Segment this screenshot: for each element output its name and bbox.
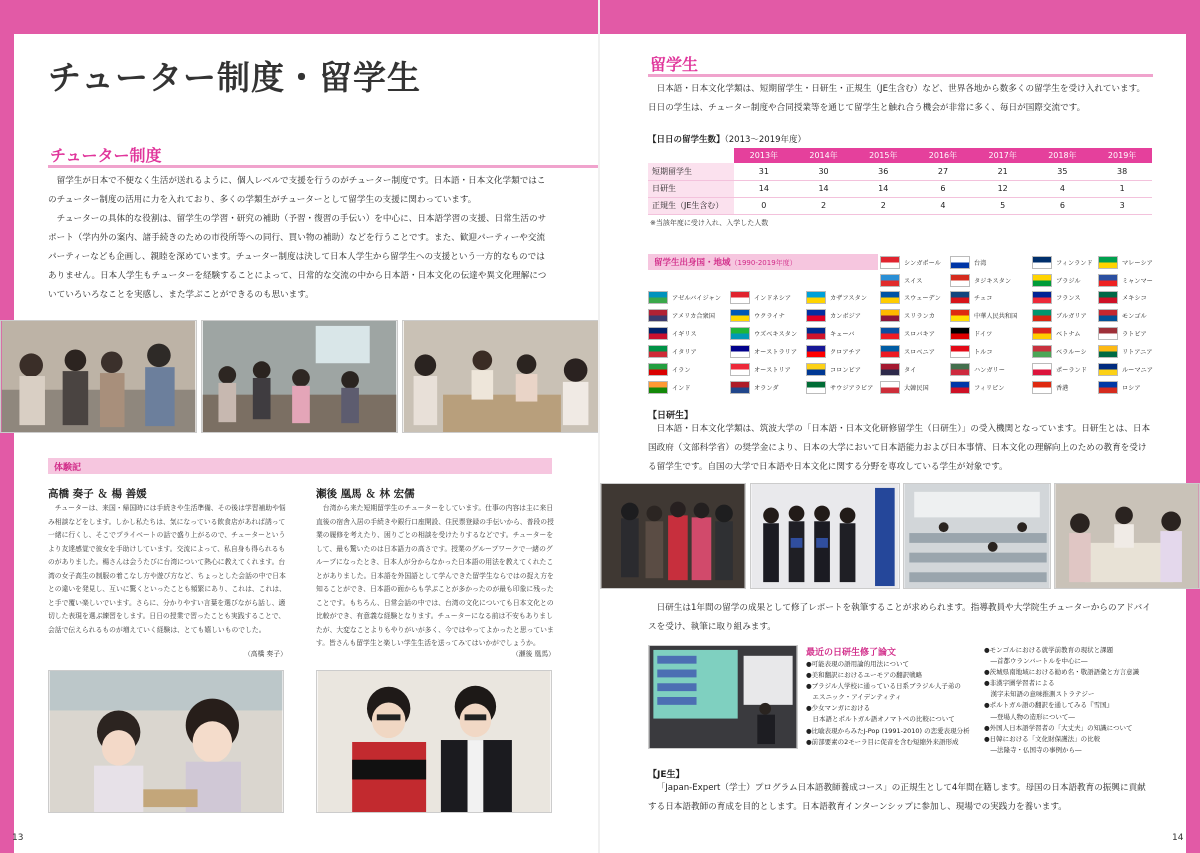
country-item	[648, 309, 715, 322]
country-name: オーストリア	[754, 367, 791, 374]
flag-icon	[880, 256, 900, 269]
flag-icon	[730, 363, 750, 376]
flag-icon	[950, 327, 970, 340]
country-item	[648, 291, 721, 304]
flag-icon	[880, 345, 900, 358]
country-item	[1032, 256, 1093, 269]
exp1-signature: （高橋 奏子）	[244, 650, 287, 658]
country-item	[1098, 345, 1152, 358]
country-item	[950, 345, 993, 358]
country-item	[806, 381, 873, 394]
tutor-paragraph-1: 留学生が日本で不便なく生活が送れるように、個人レベルで支援を行うのがチューター制度です。日本語・日本文化学類ではこのチューター制度の活用に力を入れており、多くの学類生がチューターとして留学生の支援に関わっています。	[48, 176, 546, 205]
flag-icon	[806, 291, 826, 304]
thesis-item: ―登場人物の造形について―	[984, 712, 1075, 721]
col-header: 2017年	[973, 148, 1033, 163]
page-title: チューター制度・留学生	[48, 58, 422, 97]
table-cell: 6	[1033, 197, 1093, 214]
flag-icon	[880, 327, 900, 340]
country-item	[880, 327, 935, 340]
country-name: ルーマニア	[1122, 367, 1153, 374]
flag-icon	[1098, 327, 1118, 340]
flag-icon	[1032, 381, 1052, 394]
photo-presentation	[648, 645, 798, 749]
country-name: 中華人民共和国	[974, 313, 1018, 320]
country-name: ブラジル	[1056, 278, 1081, 285]
country-name: イタリア	[672, 349, 697, 356]
section-underline	[48, 165, 600, 168]
flag-icon	[1098, 381, 1118, 394]
flag-icon	[806, 309, 826, 322]
country-item	[730, 363, 791, 376]
country-name: チェコ	[974, 295, 993, 302]
top-accent-bar	[600, 0, 1200, 34]
country-item	[1098, 274, 1153, 287]
country-name: カザフスタン	[830, 295, 867, 302]
table-cell: 6	[913, 180, 973, 197]
country-name: オランダ	[754, 385, 779, 392]
photo-group-work	[1054, 483, 1200, 589]
country-name: ドイツ	[974, 331, 993, 338]
country-item	[806, 309, 861, 322]
country-item	[950, 256, 986, 269]
country-item	[730, 309, 785, 322]
thesis-item: ―首都ウランバートルを中心に―	[984, 657, 1088, 666]
table-cell: 3	[1092, 197, 1152, 214]
thesis-item: ―法隆寺・仏国寺の事例から―	[984, 745, 1082, 754]
country-item	[880, 363, 916, 376]
flag-icon	[1032, 327, 1052, 340]
thesis-item: ●可能表現の語用論的用法について	[806, 660, 910, 668]
country-item	[880, 345, 935, 358]
country-item	[880, 256, 941, 269]
row-label: 正規生（JE生含む）	[648, 197, 734, 214]
flag-icon	[1032, 291, 1052, 304]
flag-icon	[1098, 363, 1118, 376]
country-name: ウクライナ	[754, 313, 785, 320]
country-item	[950, 274, 1011, 287]
country-item	[1032, 327, 1080, 340]
flag-icon	[648, 327, 668, 340]
thesis-item: ●ポルトガル語の翻訳を通してみる『雪国』	[984, 701, 1113, 710]
country-item	[648, 363, 691, 376]
flag-icon	[648, 291, 668, 304]
table-corner	[648, 148, 734, 163]
je-title: 【JE生】	[648, 770, 685, 780]
country-item	[950, 291, 992, 304]
je-text: 「Japan-Expert（学士）プログラム日本語教師養成コース」の正規生として4年間在籍します。母国の日本語教育の振興に貢献する日本語教師の育成を目的とします。日本語教育インターンシップに参加し、現場での実践力を養います。	[648, 783, 1146, 812]
countries-period: （1990-2019年度）	[730, 259, 797, 267]
country-name: ウズベキスタン	[754, 331, 798, 338]
flag-icon	[806, 363, 826, 376]
exp1-names: 高橋 奏子 ＆ 楊 善媛	[48, 488, 147, 500]
country-name: ハンガリー	[974, 367, 1005, 374]
table-cell: 14	[734, 180, 794, 197]
table-title	[648, 133, 806, 145]
country-name: サウジアラビア	[830, 385, 874, 392]
exp2-names: 瀬後 凰馬 ＆ 林 宏儒	[316, 488, 415, 500]
nikken-title: 【日研生】	[648, 411, 694, 421]
country-name: マレーシア	[1122, 260, 1153, 267]
students-table	[648, 148, 1152, 215]
photo-exp1-tutors	[48, 670, 284, 813]
flag-icon	[950, 345, 970, 358]
col-header: 2015年	[853, 148, 913, 163]
table-cell: 4	[1033, 180, 1093, 197]
country-item	[806, 291, 867, 304]
thesis-item: ●比喩表現からみたJ-Pop (1991-2010) の恋愛表現分析	[806, 726, 970, 735]
flag-icon	[648, 381, 668, 394]
thesis-item: ●モンゴルにおける就学前教育の現状と課題	[984, 646, 1114, 654]
photo-classroom	[903, 483, 1051, 589]
country-name: タジキスタン	[974, 278, 1012, 285]
table-cell: 0	[734, 197, 794, 214]
flag-icon	[880, 291, 900, 304]
country-item	[950, 327, 992, 340]
flag-icon	[950, 274, 970, 287]
table-row	[648, 197, 1152, 214]
table-row	[648, 163, 1152, 180]
country-name: クロアチア	[830, 349, 861, 356]
report-text: 日研生は1年間の留学の成果として修了レポートを執筆することが求められます。指導教員や大学院生チューターからのアドバイスを受け、執筆に取り組みます。	[648, 603, 1151, 632]
country-name: フランス	[1056, 295, 1081, 302]
flag-icon	[950, 256, 970, 269]
table-header-row	[648, 148, 1152, 163]
country-name: タイ	[904, 367, 917, 374]
tutor-paragraph-2: チューターの具体的な役割は、留学生の学習・研究の補助（予習・復習の手伝い）を中心に、日本語学習の支援、日常生活のサポート（学内外の案内、諸手続きのための市役所等への同行、買い物の補助）などを行うことです。また、歓迎パーティーや交流パーティーなども企画し、親睦を深めています。チューター制度は決して日本人学生から留学生への支援という一方的なものではありません。日本人学生もチューターを経験することによって、日常的な交流の中から日本語・日本文化の伝達や異文化理解についていろいろなことを実感し、また学ぶことができるのも思います。	[48, 214, 547, 300]
country-item	[1098, 291, 1147, 304]
countries-header	[648, 254, 878, 270]
country-item	[1032, 309, 1087, 322]
table-cell: 5	[973, 197, 1033, 214]
country-name: 香港	[1056, 385, 1069, 392]
country-name: トルコ	[974, 349, 993, 356]
country-item	[950, 363, 1005, 376]
country-item	[1098, 327, 1147, 340]
table-cell: 30	[794, 163, 854, 180]
thesis-item: 漢字未知語の意味推測ストラテジー	[984, 690, 1095, 699]
flag-icon	[1032, 256, 1052, 269]
thesis-item: ●日韓における「文化財保護法」の比較	[984, 734, 1101, 743]
country-item	[1098, 256, 1153, 269]
col-header: 2013年	[734, 148, 794, 163]
flag-icon	[950, 381, 970, 394]
thesis-item: ●少女マンガにおける	[806, 704, 871, 713]
country-name: ポーランド	[1056, 367, 1087, 374]
country-name: アメリカ合衆国	[672, 313, 715, 320]
photo-tutor-party-2	[201, 320, 398, 433]
table-note: ※当該年度に受け入れ、入学した人数	[650, 219, 769, 227]
thesis-list-right	[984, 645, 1159, 756]
country-name: 台湾	[974, 260, 987, 267]
side-accent-bar	[1186, 0, 1200, 853]
thesis-item: 日本語とポルトガル語オノマトペの比較について	[806, 715, 955, 724]
country-name: インド	[672, 385, 691, 392]
photo-graduation	[750, 483, 900, 589]
thesis-item: ●外国人日本語学習者の「大丈夫」の知識について	[984, 723, 1133, 732]
flag-icon	[1098, 291, 1118, 304]
thesis-item: ●茨城県南地域における勧め名・敬語語彙と方言意識	[984, 668, 1140, 677]
thesis-title: 最近の日研生修了論文	[806, 648, 897, 658]
country-name: コロンビア	[830, 367, 861, 374]
country-item	[1098, 381, 1141, 394]
table-cell: 14	[794, 180, 854, 197]
country-name: ミャンマー	[1122, 278, 1153, 285]
country-item	[648, 345, 697, 358]
flag-icon	[806, 381, 826, 394]
country-name: スロバキア	[904, 331, 935, 338]
country-name: カンボジア	[830, 313, 861, 320]
country-item	[806, 363, 861, 376]
country-item	[730, 345, 797, 358]
country-item	[950, 381, 1004, 394]
countries-title: 留学生出身国・地域	[654, 258, 731, 268]
thesis-item: ●非漢字圏学習者による	[984, 679, 1055, 688]
table-row	[648, 180, 1152, 197]
country-item	[806, 327, 854, 340]
col-header: 2018年	[1033, 148, 1093, 163]
country-item	[1032, 291, 1081, 304]
flag-icon	[730, 381, 750, 394]
country-item	[880, 291, 941, 304]
country-item	[1098, 363, 1153, 376]
country-name: イラン	[672, 367, 691, 374]
flag-icon	[950, 291, 970, 304]
flag-icon	[880, 381, 900, 394]
table-cell: 2	[794, 197, 854, 214]
table-period: （2013〜2019年度）	[724, 135, 807, 145]
flag-icon	[1032, 274, 1052, 287]
country-name: ロシア	[1122, 385, 1141, 392]
flag-icon	[730, 291, 750, 304]
table-cell: 36	[853, 163, 913, 180]
col-header: 2016年	[913, 148, 973, 163]
table-cell: 35	[1033, 163, 1093, 180]
exp2-signature: （瀬後 凰馬）	[512, 650, 555, 658]
experience-header: 体験記	[48, 458, 552, 474]
flag-icon	[730, 327, 750, 340]
thesis-list-left	[806, 659, 986, 748]
flag-icon	[730, 309, 750, 322]
thesis-item: ●ブラジル人学校に通っている日系ブラジル人子弟の	[806, 682, 961, 691]
country-item	[1032, 274, 1081, 287]
country-item	[1032, 345, 1087, 358]
page-number-left: 13	[12, 833, 24, 843]
flag-icon	[1098, 256, 1118, 269]
country-name: スウェーデン	[904, 295, 941, 302]
country-item	[880, 274, 922, 287]
country-item	[1032, 363, 1087, 376]
country-item	[1098, 309, 1147, 322]
page-number-right: 14	[1172, 833, 1184, 843]
flag-icon	[806, 327, 826, 340]
table-cell: 4	[913, 197, 973, 214]
flag-icon	[880, 363, 900, 376]
country-item	[1032, 381, 1068, 394]
flag-icon	[1032, 345, 1052, 358]
thesis-item: エスニック・アイデンティティ	[806, 693, 902, 702]
country-item	[648, 381, 691, 394]
country-name: シンガポール	[904, 260, 941, 267]
country-name: アゼルバイジャン	[672, 295, 721, 302]
table-title-text: 【日日の留学生数】	[648, 135, 725, 145]
flag-icon	[950, 309, 970, 322]
flag-icon	[880, 309, 900, 322]
table-cell: 27	[913, 163, 973, 180]
country-name: 大韓民国	[904, 385, 929, 392]
country-name: フィリピン	[974, 385, 1005, 392]
flag-icon	[730, 345, 750, 358]
flag-icon	[648, 345, 668, 358]
country-name: イギリス	[672, 331, 697, 338]
country-name: モンゴル	[1122, 313, 1147, 320]
section-underline	[648, 74, 1153, 77]
flag-icon	[1098, 274, 1118, 287]
country-name: フィンランド	[1056, 260, 1093, 267]
country-name: スリランカ	[904, 313, 935, 320]
country-item	[880, 381, 929, 394]
table-cell: 14	[853, 180, 913, 197]
country-name: ベラルーシ	[1056, 349, 1087, 356]
top-accent-bar	[0, 0, 600, 34]
thesis-item: ●前部要素の2モーラ目に促音を含む短縮外来語形成	[806, 737, 959, 746]
table-cell: 38	[1092, 163, 1152, 180]
country-item	[648, 327, 697, 340]
col-header: 2019年	[1092, 148, 1152, 163]
flag-icon	[1098, 309, 1118, 322]
country-name: スロベニア	[904, 349, 935, 356]
country-name: インドネシア	[754, 295, 792, 302]
exp1-text: チューターは、来国・帰国時には手続きや生活準備、その後は学習補助や悩み相談などをします。しかし私たちは、気になっている飲食店があれば誘って一緒に行くし、そこでプライベートの話で盛り上がるので、チューターというより友達感覚で彼女を手助けしています。交流によって、私自身も得られるものがありました。楊さんは会うたびに台湾について熱心に教えてくれます。台湾の女子高生の制服の着こなし方や遊び方など、ちょっとした会話の中で日本との違いを発見し、互いに驚くといったことも頻繁にあり、これは、これは、と手で覆い楽しいでいます。さらに、分かりやすい言葉を選びながら話し、適切した表現を選ぶ練習をします。日日の授業で習ったことも実践することで、会話で伝えられるものが増えていく経験は、とても嬉しいものでした。	[48, 504, 286, 634]
country-item	[730, 291, 791, 304]
col-header: 2014年	[794, 148, 854, 163]
country-name: ベトナム	[1056, 331, 1081, 338]
flag-icon	[950, 363, 970, 376]
thesis-item: ●美和翻訳におけるユーモアの翻訳戦略	[806, 671, 923, 680]
country-name: スイス	[904, 278, 923, 285]
intl-intro: 日本語・日本文化学類は、短期留学生・日研生・正規生（JE生含む）など、世界各地から数多くの留学生を受け入れています。日日の学生は、チューター制度や合同授業等を通じて留学生と触れ合う機会が非常に多く、毎日が国際交流です。	[648, 84, 1146, 113]
row-label: 日研生	[648, 180, 734, 197]
flag-icon	[806, 345, 826, 358]
photo-samurai-event	[600, 483, 746, 589]
country-item	[730, 327, 797, 340]
nikken-text: 日本語・日本文化学類は、筑波大学の「日本語・日本文化研修留学生（日研生）」の受入機関となっています。日研生とは、日本国政府（文部科学省）の奨学金により、日本の大学において日本語能力および日本事情、日本文化の理解向上のための教育を受ける留学生です。自国の大学で日本語や日本文化に関する分野を専攻している学生が対象です。	[648, 424, 1151, 472]
table-cell: 1	[1092, 180, 1152, 197]
country-item	[806, 345, 861, 358]
photo-tutor-party-1	[0, 320, 197, 433]
flag-icon	[648, 309, 668, 322]
country-name: リトアニア	[1122, 349, 1153, 356]
country-item	[730, 381, 779, 394]
country-name: オーストラリア	[754, 349, 798, 356]
row-label: 短期留学生	[648, 163, 734, 180]
photo-exp2-tutors	[316, 670, 552, 813]
exp2-text: 台湾から来た短期留学生のチューターをしています。仕事の内容は主に来日直後の宿舎入居の手続きや銀行口座開設、住民票登録の手伝いから、普段の授業の履修を考えたり、困りごとの相談を受けたりするなどです。チューターをして、最も驚いたのは日本語力の高さです。授業のグループワークで一緒のグループになったとき、日本人が分からなかった日本語の用法を教えてくれたことがありました。日本語を外国語として学んできた留学生ならではの捉え方を知ることができ、日本語の面からも学ぶことが多かったのが最も印象に残ったことです。もちろん、日常会話の中では、台湾の文化についても日本文化との比較ができ、有意義な経験となります。チューターになる前は不安もありましたが、大変なことよりもやりがいが多く、今ではやってよかったと思っています。皆さんも留学生と楽しい学生生活を送ってみてはいかがでしょうか。	[316, 504, 554, 647]
flag-icon	[1098, 345, 1118, 358]
flag-icon	[1032, 363, 1052, 376]
table-cell: 31	[734, 163, 794, 180]
flag-icon	[648, 363, 668, 376]
table-cell: 12	[973, 180, 1033, 197]
country-name: ブルガリア	[1056, 313, 1087, 320]
flag-icon	[880, 274, 900, 287]
section-title-intl: 留学生	[650, 55, 699, 74]
table-cell: 21	[973, 163, 1033, 180]
country-name: キューバ	[830, 331, 855, 338]
table-cell: 2	[853, 197, 913, 214]
section-title-tutor: チューター制度	[50, 146, 162, 165]
country-name: ラトビア	[1122, 331, 1147, 338]
flag-icon	[1032, 309, 1052, 322]
country-item	[880, 309, 935, 322]
country-item	[950, 309, 1017, 322]
photo-tutor-party-3	[402, 320, 600, 433]
country-name: メキシコ	[1122, 295, 1147, 302]
